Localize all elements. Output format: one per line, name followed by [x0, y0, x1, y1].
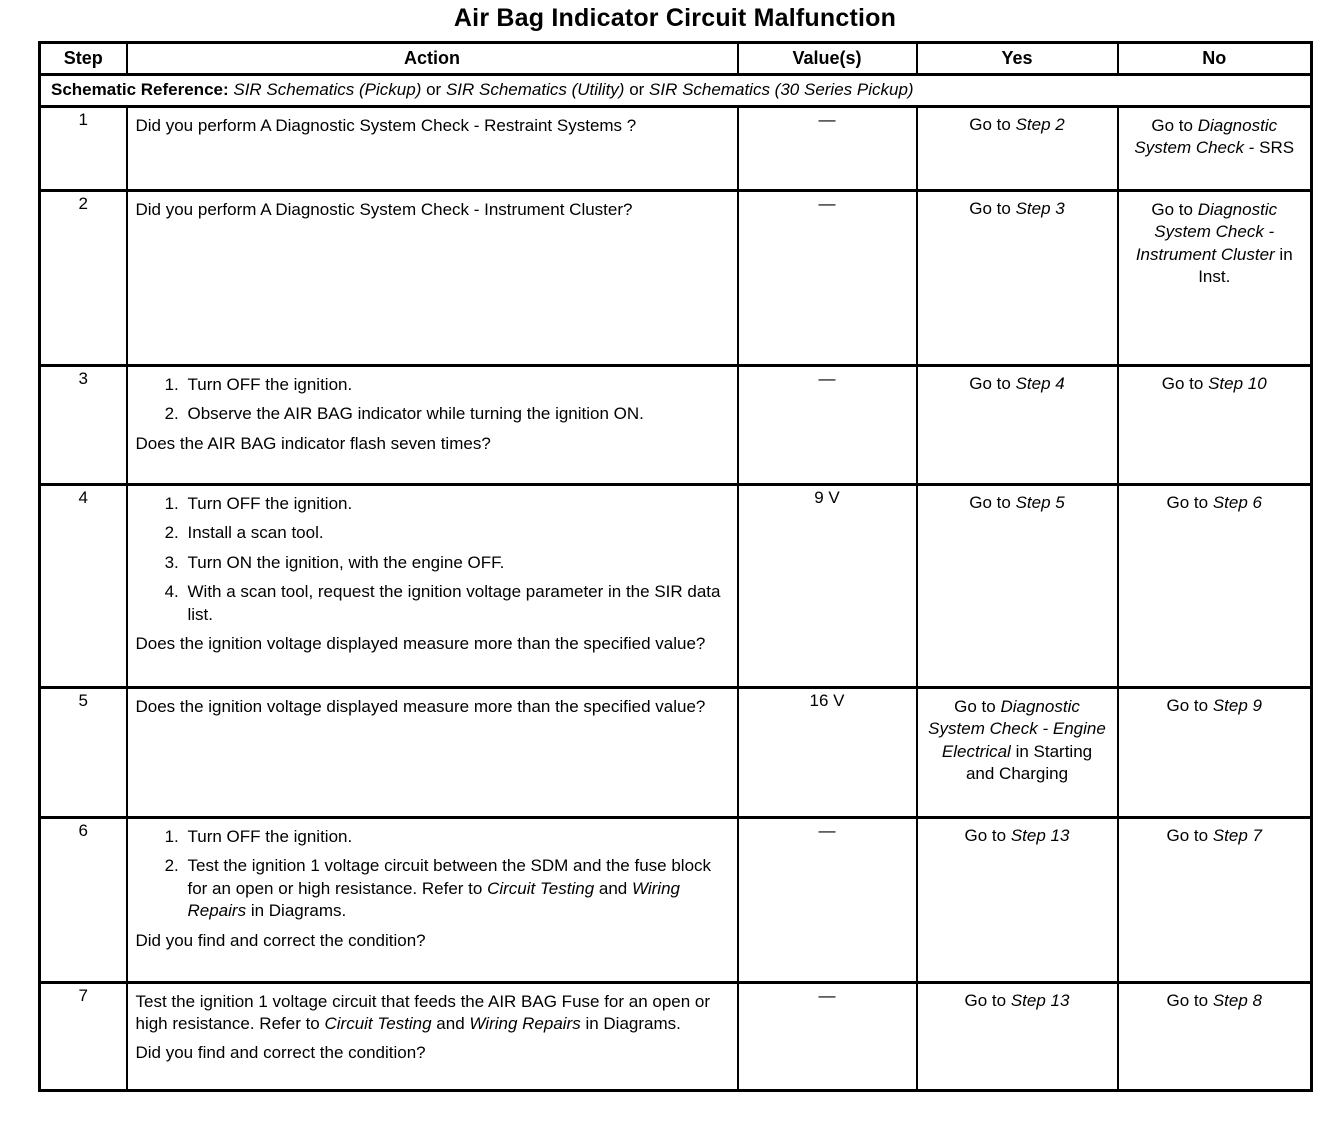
action-step-item — [184, 552, 727, 574]
plain-text: Go to — [969, 199, 1016, 218]
action-paragraph — [136, 696, 727, 718]
plain-text: - SRS — [1244, 138, 1295, 158]
page-title: Air Bag Indicator Circuit Malfunction — [453, 4, 897, 32]
step-number-cell: 5 — [40, 688, 127, 818]
italic-text: Step 5 — [1015, 493, 1065, 512]
action-paragraph — [136, 115, 727, 137]
value-cell: — — [738, 191, 917, 366]
no-cell — [1118, 688, 1312, 818]
no-cell — [1118, 366, 1312, 485]
plain-text: in Diagrams. — [246, 901, 347, 921]
action-step-item — [184, 374, 727, 396]
action-cell — [127, 688, 738, 818]
plain-text: or — [624, 80, 650, 99]
plain-text: Go to — [964, 991, 1011, 1010]
table-row — [40, 366, 1312, 485]
italic-text: Step 8 — [1212, 991, 1262, 1010]
plain-text: Test the ignition 1 voltage circuit that feeds the AIR BAG Fuse for an open or high resistance. Refer to — [135, 992, 711, 1034]
action-step-item — [184, 581, 727, 626]
italic-text: Step 4 — [1015, 374, 1065, 393]
italic-text: Wiring Repairs — [469, 1014, 581, 1034]
step-number-cell: 3 — [40, 366, 127, 485]
col-header-step: Step — [40, 43, 127, 75]
plain-text: Go to — [1166, 493, 1213, 512]
plain-text: Go to — [1166, 991, 1213, 1010]
action-cell — [127, 818, 738, 983]
action-steps-list — [136, 826, 727, 923]
yes-cell — [917, 191, 1118, 366]
action-paragraph — [136, 633, 727, 655]
action-step-item — [184, 826, 727, 848]
plain-text: Go to — [1161, 374, 1209, 393]
italic-text: SIR Schematics (Pickup) — [233, 80, 422, 99]
col-header-yes: Yes — [917, 43, 1118, 75]
plain-text: Go to — [1166, 826, 1213, 845]
action-paragraph — [136, 930, 727, 952]
italic-text: Circuit Testing — [487, 878, 595, 898]
action-steps-list — [136, 493, 727, 626]
action-paragraph — [136, 1042, 727, 1064]
diagnostic-table — [38, 41, 1313, 1092]
italic-text: SIR Schematics (30 Series Pickup) — [649, 80, 914, 99]
action-paragraph — [136, 199, 727, 221]
value-cell: — — [738, 366, 917, 485]
value-cell: — — [738, 983, 917, 1091]
plain-text: With a scan tool, request the ignition voltage parameter in the SIR data list. — [187, 582, 721, 624]
plain-text: or — [421, 80, 446, 99]
plain-text: Go to — [954, 697, 1001, 716]
col-header-action: Action — [127, 43, 738, 75]
table-row — [40, 688, 1312, 818]
plain-text: in Starting and Charging — [965, 741, 1093, 784]
action-cell — [127, 366, 738, 485]
action-paragraph — [136, 433, 727, 455]
italic-text: Step 7 — [1212, 826, 1262, 845]
action-cell — [127, 983, 738, 1091]
italic-text: Wiring Repairs — [187, 878, 680, 921]
table-row — [40, 983, 1312, 1091]
yes-cell — [917, 818, 1118, 983]
table-header — [40, 43, 1312, 107]
no-cell — [1118, 107, 1312, 191]
italic-text: Step 9 — [1212, 696, 1262, 715]
plain-text: Go to — [1151, 200, 1198, 219]
plain-text: Go to — [964, 826, 1011, 845]
action-cell — [127, 485, 738, 688]
schematic-reference-cell — [40, 75, 1312, 107]
no-cell — [1118, 983, 1312, 1091]
schematic-reference-label: Schematic Reference: — [51, 80, 234, 99]
plain-text: Go to — [1166, 696, 1213, 715]
plain-text: Go to — [969, 493, 1016, 512]
yes-cell — [917, 688, 1118, 818]
italic-text: Diagnostic System Check — [1134, 116, 1278, 158]
step-number-cell: 2 — [40, 191, 127, 366]
plain-text: and — [594, 878, 632, 898]
plain-text: Observe the AIR BAG indicator while turning the ignition ON. — [187, 404, 644, 424]
plain-text: Did you perform A Diagnostic System Check - Instrument Cluster? — [135, 200, 633, 219]
plain-text: Did you perform A Diagnostic System Check - Restraint Systems ? — [135, 116, 637, 135]
italic-text: Step 13 — [1010, 991, 1070, 1010]
value-cell: 9 V — [738, 485, 917, 688]
yes-cell — [917, 485, 1118, 688]
no-cell — [1118, 191, 1312, 366]
plain-text: Turn OFF the ignition. — [187, 827, 353, 846]
plain-text: Install a scan tool. — [187, 523, 324, 543]
italic-text: Diagnostic System Check - Instrument Cluster — [1135, 200, 1278, 264]
step-number-cell: 7 — [40, 983, 127, 1091]
plain-text: Go to — [969, 115, 1016, 134]
plain-text: Turn OFF the ignition. — [187, 375, 353, 394]
plain-text: Turn ON the ignition, with the engine OFF. — [187, 552, 505, 572]
col-header-values: Value(s) — [738, 43, 917, 75]
action-steps-list — [136, 374, 727, 426]
plain-text: Does the AIR BAG indicator flash seven times? — [135, 433, 491, 453]
plain-text: and — [431, 1014, 470, 1034]
schematic-reference-text — [233, 80, 913, 99]
plain-text: in Inst. — [1198, 244, 1293, 287]
step-number-cell: 1 — [40, 107, 127, 191]
plain-text: Did you find and correct the condition? — [135, 1042, 426, 1062]
value-cell: 16 V — [738, 688, 917, 818]
italic-text: Step 10 — [1208, 374, 1267, 393]
step-number-cell: 4 — [40, 485, 127, 688]
table-row — [40, 107, 1312, 191]
italic-text: Circuit Testing — [324, 1014, 432, 1034]
table-body — [40, 107, 1312, 1091]
no-cell — [1118, 818, 1312, 983]
action-cell — [127, 191, 738, 366]
table-row — [40, 191, 1312, 366]
plain-text: Go to — [969, 374, 1016, 393]
value-cell: — — [738, 818, 917, 983]
action-step-item — [184, 522, 727, 544]
plain-text: Does the ignition voltage displayed measure more than the specified value? — [135, 697, 706, 716]
yes-cell — [917, 107, 1118, 191]
step-number-cell: 6 — [40, 818, 127, 983]
plain-text: in Diagrams. — [580, 1014, 681, 1034]
italic-text: SIR Schematics (Utility) — [445, 80, 625, 99]
plain-text: Test the ignition 1 voltage circuit between the SDM and the fuse block for an open or high resistance. Refer to — [187, 856, 712, 898]
italic-text: Step 2 — [1015, 115, 1065, 134]
action-step-item — [184, 855, 727, 922]
action-step-item — [184, 493, 727, 515]
yes-cell — [917, 366, 1118, 485]
table-row — [40, 818, 1312, 983]
no-cell — [1118, 485, 1312, 688]
plain-text: Does the ignition voltage displayed measure more than the specified value? — [135, 634, 706, 654]
plain-text: Did you find and correct the condition? — [135, 930, 426, 950]
italic-text: Step 6 — [1212, 493, 1262, 512]
action-step-item — [184, 403, 727, 425]
value-cell: — — [738, 107, 917, 191]
schematic-reference-row — [40, 75, 1312, 107]
yes-cell — [917, 983, 1118, 1091]
italic-text: Step 13 — [1010, 826, 1070, 845]
italic-text: Step 3 — [1015, 199, 1065, 218]
plain-text: Turn OFF the ignition. — [187, 494, 353, 513]
italic-text: Diagnostic System Check - Engine Electrical — [928, 697, 1106, 761]
plain-text: Go to — [1151, 116, 1198, 135]
action-cell — [127, 107, 738, 191]
col-header-no: No — [1118, 43, 1312, 75]
table-row — [40, 485, 1312, 688]
action-paragraph — [136, 991, 727, 1036]
header-row — [40, 43, 1312, 75]
